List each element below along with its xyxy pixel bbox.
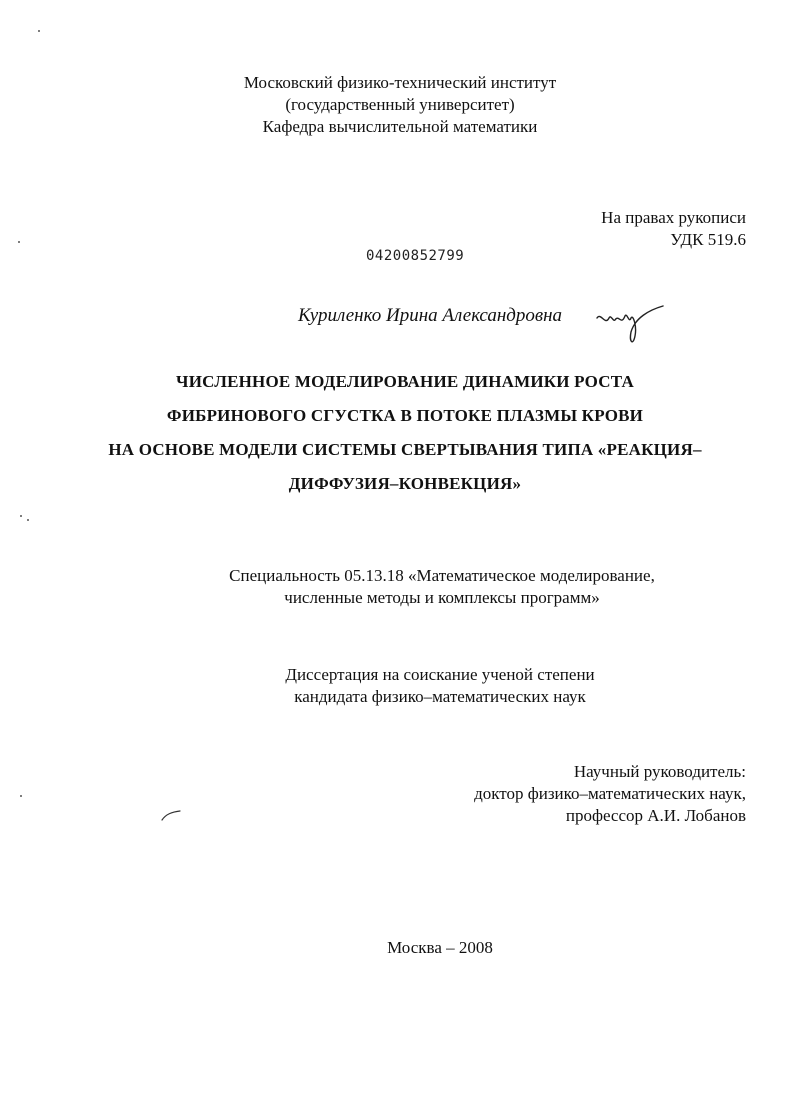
title-line: ЧИСЛЕННОЕ МОДЕЛИРОВАНИЕ ДИНАМИКИ РОСТА	[176, 372, 634, 391]
advisor-name: профессор А.И. Лобанов	[565, 806, 746, 825]
institute-header	[40, 72, 760, 138]
registration-number: 04200852799	[366, 248, 465, 264]
scan-speck	[38, 30, 40, 32]
scan-speck	[18, 241, 20, 243]
manuscript-rights-block	[601, 207, 746, 251]
title-line: ФИБРИНОВОГО СГУСТКА В ПОТОКЕ ПЛАЗМЫ КРОВИ	[166, 406, 644, 425]
specialty-line: численные методы и комплексы программ»	[284, 588, 600, 607]
institute-subtitle: (государственный университет)	[285, 95, 515, 114]
specialty-line: Специальность 05.13.18 «Математическое моделирование,	[229, 566, 655, 585]
scan-speck	[20, 515, 22, 517]
title-line: НА ОСНОВЕ МОДЕЛИ СИСТЕМЫ СВЕРТЫВАНИЯ ТИПА «РЕАКЦИЯ–	[108, 440, 702, 459]
advisor-label: Научный руководитель:	[573, 762, 746, 781]
udc-code: УДК 519.6	[670, 230, 746, 249]
dissertation-title	[30, 365, 780, 501]
pen-mark-icon	[160, 808, 182, 822]
specialty-block	[22, 565, 798, 609]
scan-speck	[20, 795, 22, 797]
degree-block	[40, 664, 798, 708]
city-year: Москва – 2008	[387, 938, 493, 957]
advisor-degree: доктор физико–математических наук,	[474, 784, 746, 803]
author-name: Куриленко Ирина Александровна	[298, 305, 563, 326]
scan-speck	[27, 519, 29, 521]
department-name: Кафедра вычислительной математики	[262, 117, 538, 136]
degree-line: кандидата физико–математических наук	[294, 687, 586, 706]
institute-name: Московский физико-технический институт	[243, 73, 557, 92]
degree-line: Диссертация на соискание ученой степени	[285, 665, 595, 684]
title-line: ДИФФУЗИЯ–КОНВЕКЦИЯ»	[288, 474, 522, 493]
advisor-block	[474, 761, 746, 827]
signature-icon	[593, 296, 665, 348]
manuscript-rights: На правах рукописи	[601, 208, 746, 227]
